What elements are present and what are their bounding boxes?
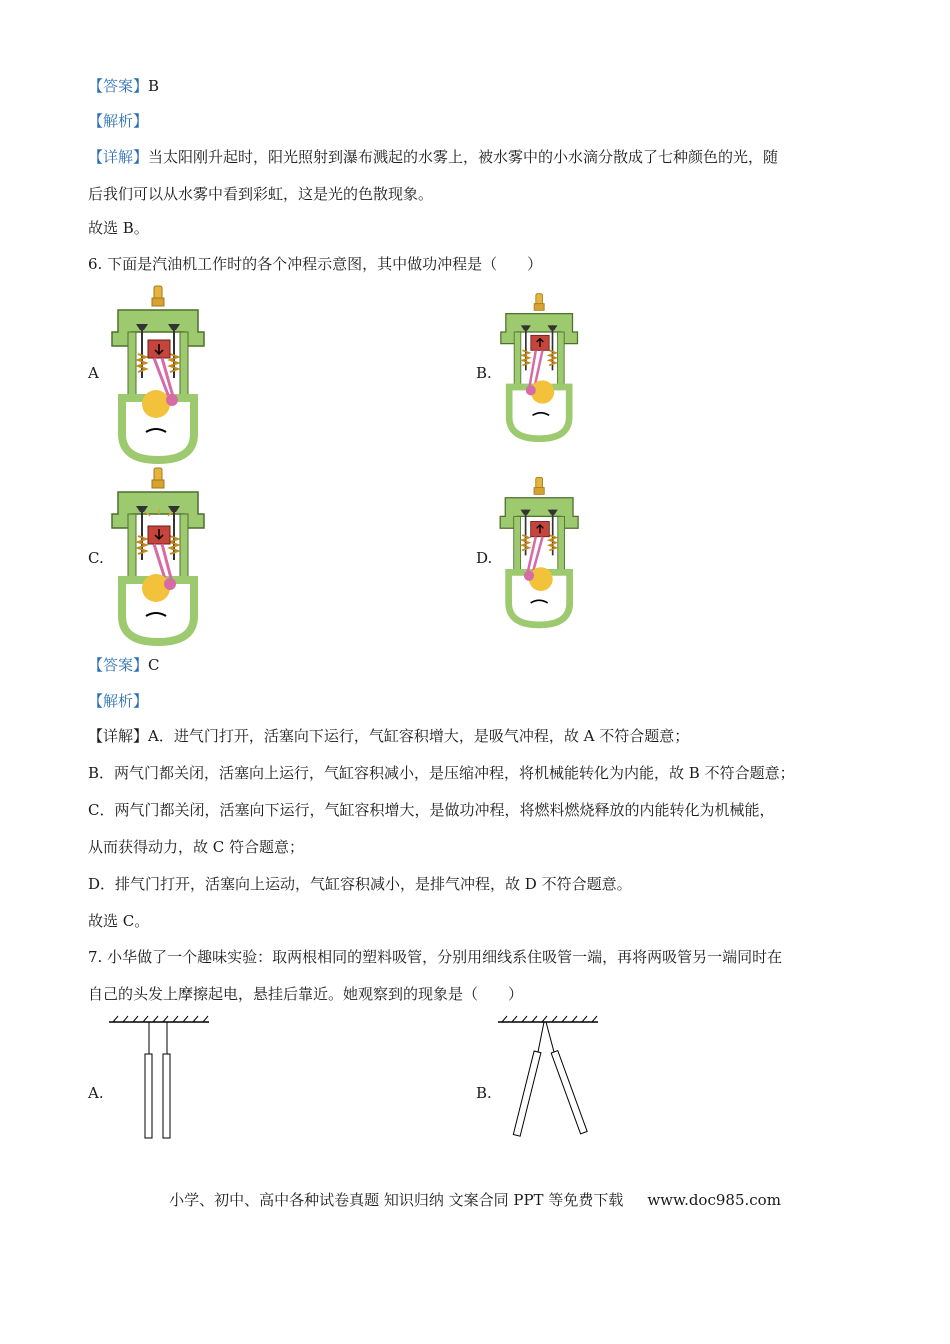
analysis-tag: 【解析】 (88, 692, 149, 710)
q6-question: 6. 下面是汽油机工作时的各个冲程示意图，其中做功冲程是（ ） (88, 255, 543, 273)
q6-option-a-label[interactable]: A (88, 364, 99, 382)
q5-analysis (88, 111, 148, 131)
q6-detail-a (88, 726, 689, 746)
analysis-tag: 【解析】 (88, 112, 149, 130)
engine-diagram-b (490, 292, 590, 442)
answer-value: B (148, 77, 160, 95)
q7-option-b-label[interactable]: B. (476, 1084, 492, 1102)
footer-text: 小学、初中、高中各种试卷真题 知识归纳 文案合同 PPT 等免费下载 (169, 1191, 624, 1209)
answer-tag: 【答案】 (88, 656, 149, 674)
q7-option-a-label[interactable]: A. (88, 1084, 104, 1102)
q6-analysis (88, 691, 148, 711)
detail-tag: 【详解】 (88, 727, 149, 745)
q5-answer (88, 76, 159, 96)
engine-diagram-a (100, 284, 218, 464)
q6-detail-c1: C．两气门都关闭，活塞向下运行，气缸容积增大，是做功冲程，将燃料燃烧释放的内能转化为机械能， (88, 801, 775, 819)
q6-detail-b: B．两气门都关闭，活塞向上运行，气缸容积减小，是压缩冲程，将机械能转化为内能，故 B 不符合题意； (88, 764, 795, 782)
q6-conclusion: 故选 C。 (88, 912, 150, 930)
answer-value: C (148, 656, 160, 674)
q5-detail-line2: 后我们可以从水雾中看到彩虹，这是光的色散现象。 (88, 185, 434, 203)
footer-url[interactable]: www.doc985.com (647, 1191, 781, 1209)
q5-detail-line1 (88, 147, 778, 167)
answer-tag: 【答案】 (88, 77, 149, 95)
straws-diagram-b (494, 1012, 604, 1144)
q6-option-c-label[interactable]: C. (88, 549, 104, 567)
q6-detail-d: D．排气门打开，活塞向上运动，气缸容积减小，是排气冲程，故 D 不符合题意。 (88, 875, 632, 893)
straws-diagram-a (105, 1012, 215, 1144)
q7-question-line2: 自己的头发上摩擦起电，悬挂后靠近。她观察到的现象是（ ） (88, 985, 524, 1003)
detail-tag: 【详解】 (88, 148, 149, 166)
page-footer (0, 1190, 950, 1210)
engine-diagram-c (100, 466, 218, 646)
q7-question-line1: 7. 小华做了一个趣味实验：取两根相同的塑料吸管，分别用细线系住吸管一端，再将两吸管另一端同时在 (88, 948, 783, 966)
q6-option-d-label[interactable]: D. (476, 549, 493, 567)
q6-option-b-label[interactable]: B. (476, 364, 492, 382)
detail-text: A．进气门打开，活塞向下运行，气缸容积增大，是吸气冲程，故 A 不符合题意； (148, 727, 690, 745)
q5-conclusion: 故选 B。 (88, 219, 149, 237)
detail-text: 当太阳刚升起时，阳光照射到瀑布溅起的水雾上，被水雾中的小水滴分散成了七种颜色的光，随 (148, 148, 779, 166)
engine-diagram-d (490, 474, 590, 630)
q6-detail-c2: 从而获得动力，故 C 符合题意； (88, 838, 305, 856)
q6-answer (88, 655, 160, 675)
